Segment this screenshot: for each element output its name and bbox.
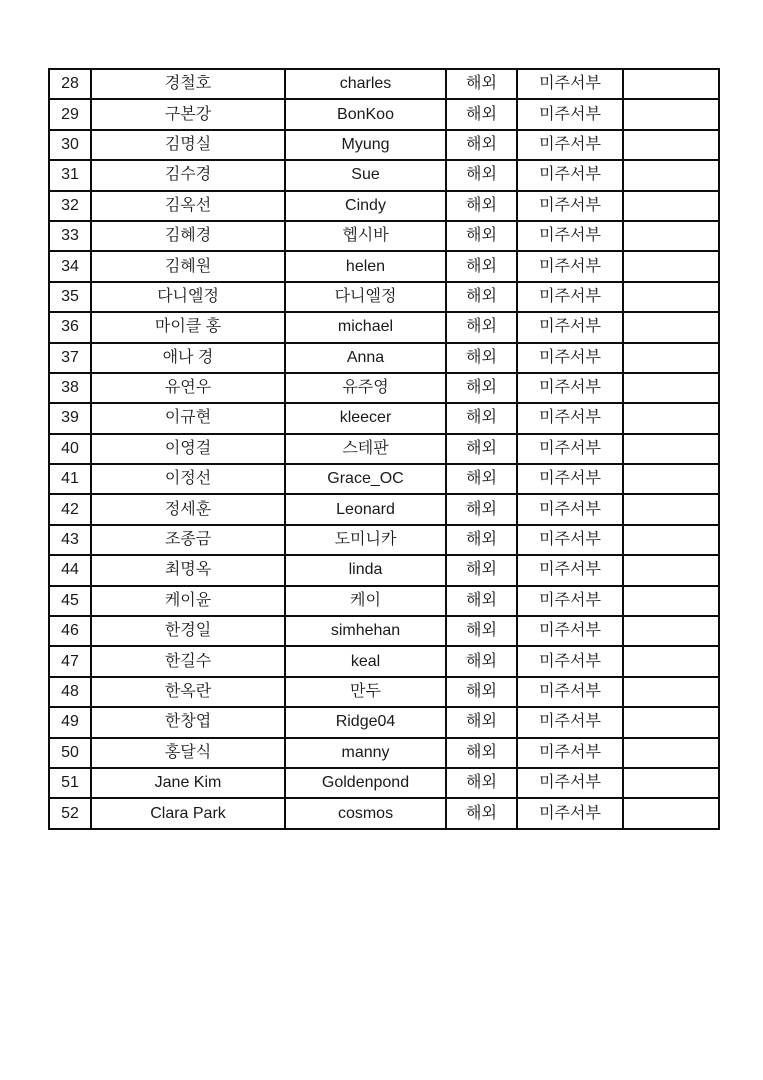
region-cell: 해외: [446, 525, 517, 555]
table-row: [49, 251, 719, 281]
row-number-cell: 33: [49, 221, 91, 251]
member-name-cell: 김옥선: [91, 191, 285, 221]
member-nickname-cell: michael: [285, 312, 446, 342]
region-cell: 해외: [446, 768, 517, 798]
member-name-cell: 다니엘정: [91, 282, 285, 312]
note-cell: [623, 555, 719, 585]
note-cell: [623, 221, 719, 251]
member-nickname-cell: helen: [285, 251, 446, 281]
subregion-cell: 미주서부: [517, 251, 623, 281]
row-number-cell: 37: [49, 343, 91, 373]
note-cell: [623, 251, 719, 281]
table-row: [49, 616, 719, 646]
subregion-cell: 미주서부: [517, 434, 623, 464]
row-number-cell: 47: [49, 646, 91, 676]
region-cell: 해외: [446, 738, 517, 768]
member-name-cell: 김수경: [91, 160, 285, 190]
member-nickname-cell: kleecer: [285, 403, 446, 433]
table-row: [49, 798, 719, 828]
subregion-cell: 미주서부: [517, 707, 623, 737]
subregion-cell: 미주서부: [517, 768, 623, 798]
note-cell: [623, 160, 719, 190]
member-name-cell: 이영걸: [91, 434, 285, 464]
member-nickname-cell: 만두: [285, 677, 446, 707]
subregion-cell: 미주서부: [517, 798, 623, 828]
note-cell: [623, 586, 719, 616]
member-nickname-cell: manny: [285, 738, 446, 768]
member-nickname-cell: Cindy: [285, 191, 446, 221]
subregion-cell: 미주서부: [517, 99, 623, 129]
row-number-cell: 46: [49, 616, 91, 646]
note-cell: [623, 403, 719, 433]
row-number-cell: 43: [49, 525, 91, 555]
subregion-cell: 미주서부: [517, 282, 623, 312]
subregion-cell: 미주서부: [517, 494, 623, 524]
table-row: [49, 282, 719, 312]
subregion-cell: 미주서부: [517, 677, 623, 707]
member-nickname-cell: Sue: [285, 160, 446, 190]
note-cell: [623, 494, 719, 524]
region-cell: 해외: [446, 282, 517, 312]
row-number-cell: 51: [49, 768, 91, 798]
row-number-cell: 42: [49, 494, 91, 524]
region-cell: 해외: [446, 312, 517, 342]
subregion-cell: 미주서부: [517, 343, 623, 373]
member-nickname-cell: 유주영: [285, 373, 446, 403]
note-cell: [623, 130, 719, 160]
member-nickname-cell: Ridge04: [285, 707, 446, 737]
note-cell: [623, 768, 719, 798]
member-name-cell: 조종금: [91, 525, 285, 555]
table-row: [49, 221, 719, 251]
row-number-cell: 36: [49, 312, 91, 342]
region-cell: 해외: [446, 494, 517, 524]
note-cell: [623, 99, 719, 129]
member-nickname-cell: 헵시바: [285, 221, 446, 251]
member-nickname-cell: Goldenpond: [285, 768, 446, 798]
subregion-cell: 미주서부: [517, 646, 623, 676]
table-row: [49, 768, 719, 798]
member-nickname-cell: Myung: [285, 130, 446, 160]
region-cell: 해외: [446, 99, 517, 129]
subregion-cell: 미주서부: [517, 403, 623, 433]
member-nickname-cell: 케이: [285, 586, 446, 616]
subregion-cell: 미주서부: [517, 191, 623, 221]
table-row: [49, 343, 719, 373]
member-nickname-cell: Grace_OC: [285, 464, 446, 494]
subregion-cell: 미주서부: [517, 312, 623, 342]
table-row: [49, 373, 719, 403]
member-name-cell: 이정선: [91, 464, 285, 494]
roster-table: [48, 68, 720, 830]
member-name-cell: 마이클 홍: [91, 312, 285, 342]
subregion-cell: 미주서부: [517, 525, 623, 555]
row-number-cell: 49: [49, 707, 91, 737]
region-cell: 해외: [446, 646, 517, 676]
region-cell: 해외: [446, 251, 517, 281]
table-row: [49, 434, 719, 464]
row-number-cell: 31: [49, 160, 91, 190]
row-number-cell: 32: [49, 191, 91, 221]
member-name-cell: 애나 경: [91, 343, 285, 373]
region-cell: 해외: [446, 130, 517, 160]
member-nickname-cell: simhehan: [285, 616, 446, 646]
note-cell: [623, 677, 719, 707]
member-nickname-cell: 도미니카: [285, 525, 446, 555]
subregion-cell: 미주서부: [517, 69, 623, 99]
note-cell: [623, 616, 719, 646]
table-row: [49, 403, 719, 433]
region-cell: 해외: [446, 677, 517, 707]
note-cell: [623, 464, 719, 494]
member-name-cell: Jane Kim: [91, 768, 285, 798]
table-row: [49, 99, 719, 129]
table-row: [49, 312, 719, 342]
roster-table-body: [49, 69, 719, 829]
note-cell: [623, 525, 719, 555]
note-cell: [623, 312, 719, 342]
row-number-cell: 40: [49, 434, 91, 464]
region-cell: 해외: [446, 191, 517, 221]
region-cell: 해외: [446, 555, 517, 585]
member-name-cell: 한창엽: [91, 707, 285, 737]
region-cell: 해외: [446, 707, 517, 737]
member-name-cell: 김혜경: [91, 221, 285, 251]
note-cell: [623, 282, 719, 312]
table-row: [49, 160, 719, 190]
member-nickname-cell: 스테판: [285, 434, 446, 464]
subregion-cell: 미주서부: [517, 586, 623, 616]
region-cell: 해외: [446, 616, 517, 646]
member-nickname-cell: linda: [285, 555, 446, 585]
subregion-cell: 미주서부: [517, 464, 623, 494]
member-nickname-cell: keal: [285, 646, 446, 676]
member-name-cell: 구본강: [91, 99, 285, 129]
row-number-cell: 41: [49, 464, 91, 494]
table-row: [49, 494, 719, 524]
region-cell: 해외: [446, 69, 517, 99]
member-nickname-cell: cosmos: [285, 798, 446, 828]
region-cell: 해외: [446, 373, 517, 403]
row-number-cell: 48: [49, 677, 91, 707]
member-name-cell: 김혜원: [91, 251, 285, 281]
note-cell: [623, 373, 719, 403]
member-name-cell: 경철호: [91, 69, 285, 99]
row-number-cell: 38: [49, 373, 91, 403]
subregion-cell: 미주서부: [517, 130, 623, 160]
region-cell: 해외: [446, 586, 517, 616]
table-row: [49, 69, 719, 99]
member-name-cell: 이규현: [91, 403, 285, 433]
note-cell: [623, 798, 719, 828]
subregion-cell: 미주서부: [517, 555, 623, 585]
row-number-cell: 45: [49, 586, 91, 616]
table-row: [49, 677, 719, 707]
region-cell: 해외: [446, 434, 517, 464]
member-name-cell: 유연우: [91, 373, 285, 403]
row-number-cell: 39: [49, 403, 91, 433]
subregion-cell: 미주서부: [517, 616, 623, 646]
member-name-cell: 한옥란: [91, 677, 285, 707]
region-cell: 해외: [446, 798, 517, 828]
member-name-cell: 케이윤: [91, 586, 285, 616]
note-cell: [623, 343, 719, 373]
note-cell: [623, 434, 719, 464]
row-number-cell: 52: [49, 798, 91, 828]
note-cell: [623, 738, 719, 768]
table-row: [49, 707, 719, 737]
subregion-cell: 미주서부: [517, 738, 623, 768]
member-nickname-cell: Leonard: [285, 494, 446, 524]
row-number-cell: 30: [49, 130, 91, 160]
subregion-cell: 미주서부: [517, 221, 623, 251]
member-name-cell: Clara Park: [91, 798, 285, 828]
note-cell: [623, 646, 719, 676]
member-name-cell: 한경일: [91, 616, 285, 646]
member-name-cell: 김명실: [91, 130, 285, 160]
member-nickname-cell: BonKoo: [285, 99, 446, 129]
member-name-cell: 한길수: [91, 646, 285, 676]
table-row: [49, 130, 719, 160]
member-name-cell: 최명옥: [91, 555, 285, 585]
region-cell: 해외: [446, 403, 517, 433]
table-row: [49, 738, 719, 768]
row-number-cell: 44: [49, 555, 91, 585]
member-name-cell: 홍달식: [91, 738, 285, 768]
note-cell: [623, 69, 719, 99]
table-row: [49, 464, 719, 494]
member-name-cell: 정세훈: [91, 494, 285, 524]
region-cell: 해외: [446, 160, 517, 190]
table-row: [49, 191, 719, 221]
note-cell: [623, 191, 719, 221]
table-row: [49, 646, 719, 676]
row-number-cell: 28: [49, 69, 91, 99]
table-row: [49, 586, 719, 616]
region-cell: 해외: [446, 464, 517, 494]
row-number-cell: 50: [49, 738, 91, 768]
subregion-cell: 미주서부: [517, 160, 623, 190]
row-number-cell: 35: [49, 282, 91, 312]
subregion-cell: 미주서부: [517, 373, 623, 403]
table-row: [49, 555, 719, 585]
region-cell: 해외: [446, 343, 517, 373]
note-cell: [623, 707, 719, 737]
member-nickname-cell: Anna: [285, 343, 446, 373]
row-number-cell: 34: [49, 251, 91, 281]
row-number-cell: 29: [49, 99, 91, 129]
region-cell: 해외: [446, 221, 517, 251]
member-nickname-cell: charles: [285, 69, 446, 99]
table-row: [49, 525, 719, 555]
member-nickname-cell: 다니엘정: [285, 282, 446, 312]
